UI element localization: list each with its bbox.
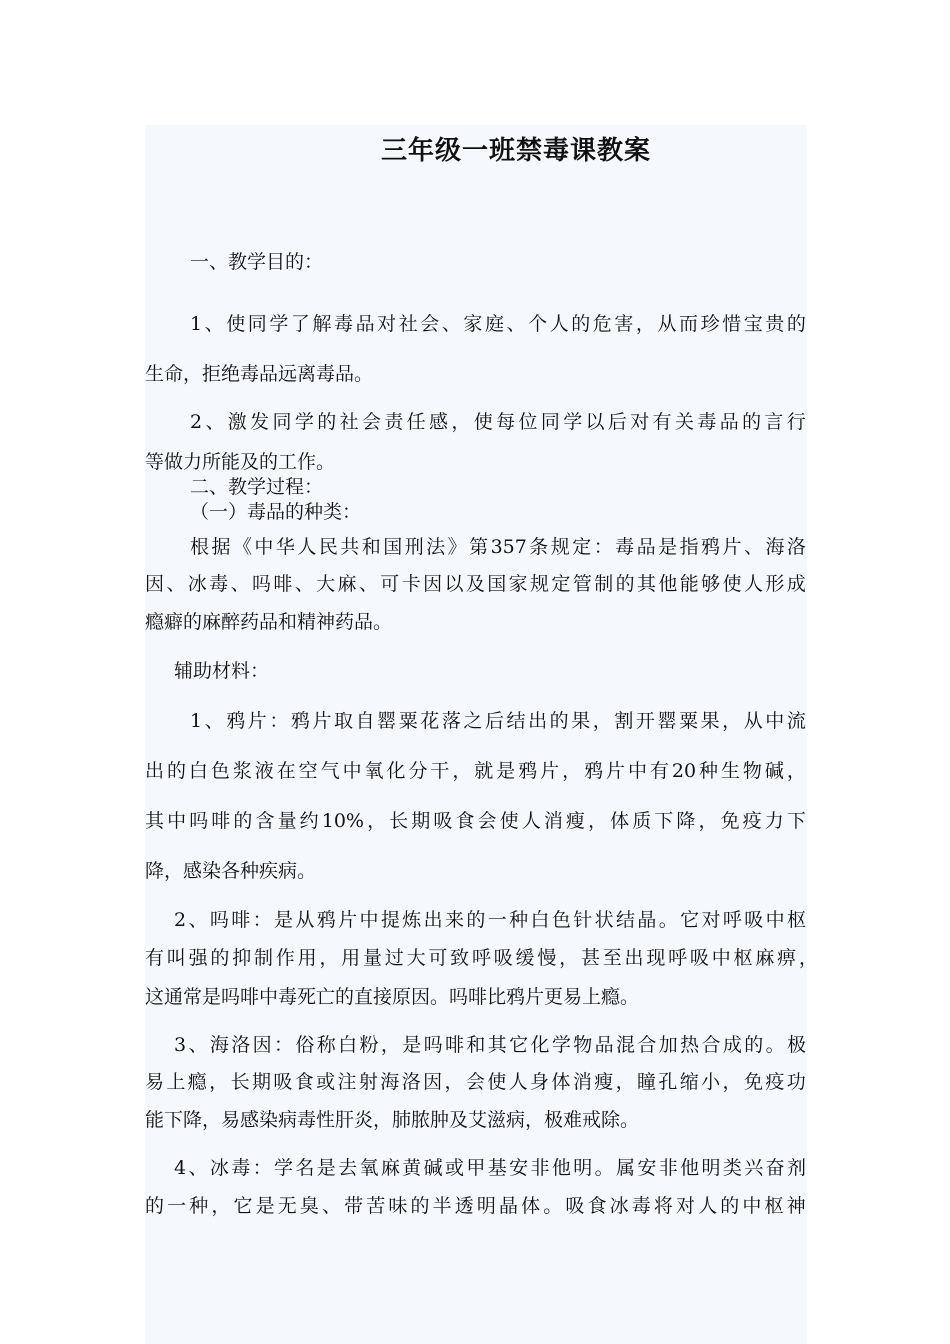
paragraph-line: 4 、 冰 毒 ： 学 名 是 去 氧 麻 黄 碱 或 甲 基 安 非 他 明 。 属 安 非 他 明 类 兴 奋 剂 — [174, 1157, 806, 1179]
section-heading-objectives: 一、教学目的： — [190, 251, 324, 273]
subsection-heading-drug-types: （一）毒品的种类： — [190, 501, 362, 523]
document-title: 三年级一班禁毒课教案 — [381, 136, 652, 166]
paragraph-line: 这通常是吗啡中毒死亡的直接原因。吗啡比鸦片更易上瘾。 — [145, 986, 640, 1008]
paragraph-line: 出 的 白 色 浆 液 在 空 气 中 氧 化 分 干 ， 就 是 鸦 片 ， 鸦 片 中 有 20 种 生 物 碱 ， — [145, 760, 806, 782]
paragraph-line: 2 、 吗 啡 ： 是 从 鸦 片 中 提 炼 出 来 的 一 种 白 色 针 状 结 晶 。 它 对 呼 吸 中 枢 — [174, 909, 806, 931]
paragraph-line: 易 上 瘾 ， 长 期 吸 食 或 注 射 海 洛 因 ， 会 使 人 身 体 消 瘦 ， 瞳 孔 缩 小 ， 免 疫 功 — [145, 1071, 806, 1093]
paragraph-line: 其 中 吗 啡 的 含 量 约 10% ， 长 期 吸 食 会 使 人 消 瘦 ， 体 质 下 降 ， 免 疫 力 下 — [145, 810, 806, 832]
paragraph-line: 2 、 激 发 同 学 的 社 会 责 任 感 ， 使 每 位 同 学 以 后 对 有 关 毒 品 的 言 行 — [190, 411, 806, 433]
paragraph-line: 根 据 《 中 华 人 民 共 和 国 刑 法 》 第 357 条 规 定 ： 毒 品 是 指 鸦 片 、 海 洛 — [190, 536, 806, 558]
paragraph-line: 降，感染各种疾病。 — [145, 860, 317, 882]
section-heading-process: 二、教学过程： — [190, 476, 324, 498]
paragraph-line: 有 叫 强 的 抑 制 作 用 ， 用 量 过 大 可 致 呼 吸 缓 慢 ， 甚 至 出 现 呼 吸 中 枢 麻 痹 ， — [145, 947, 818, 969]
paragraph-line: 3 、 海 洛 因 ： 俗 称 白 粉 ， 是 吗 啡 和 其 它 化 学 物 品 混 合 加 热 合 成 的 。 极 — [174, 1034, 806, 1056]
paragraph-line: 1 、 使 同 学 了 解 毒 品 对 社 会 、 家 庭 、 个 人 的 危 害 ， 从 而 珍 惜 宝 贵 的 — [190, 313, 806, 335]
paragraph-line: 生命，拒绝毒品远离毒品。 — [145, 363, 374, 385]
paragraph-line: 1 、 鸦 片 ： 鸦 片 取 自 罂 粟 花 落 之 后 结 出 的 果 ， 割 开 罂 粟 果 ， 从 中 流 — [190, 710, 806, 732]
supplementary-materials-heading: 辅助材料： — [174, 660, 270, 682]
paragraph-line: 等做力所能及的工作。 — [145, 451, 336, 473]
paragraph-line: 因 、 冰 毒 、 吗 啡 、 大 麻 、 可 卡 因 以 及 国 家 规 定 管 制 的 其 他 能 够 使 人 形 成 — [145, 573, 806, 595]
paragraph-line: 的 一 种 ， 它 是 无 臭 、 带 苦 味 的 半 透 明 晶 体 。 吸 食 冰 毒 将 对 人 的 中 枢 神 — [145, 1195, 806, 1217]
paragraph-line: 能下降，易感染病毒性肝炎，肺脓肿及艾滋病，极难戒除。 — [145, 1109, 640, 1131]
paragraph-line: 瘾癖的麻醉药品和精神药品。 — [145, 611, 393, 633]
